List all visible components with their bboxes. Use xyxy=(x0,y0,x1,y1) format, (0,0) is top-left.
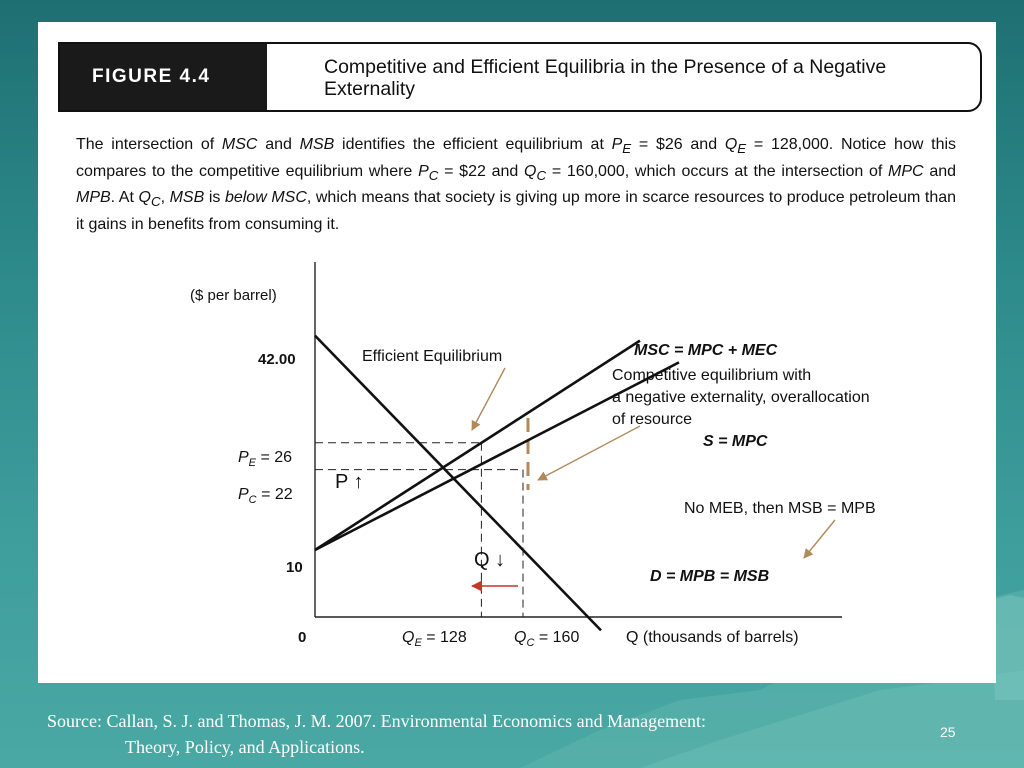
y-tick-pc: $P_C = 22$ xyxy=(238,486,293,506)
series-msc-line xyxy=(315,341,640,550)
slide-number: 25 xyxy=(940,724,956,740)
annotation-p-up: P ↑ xyxy=(335,471,364,493)
source-line-2: Theory, Policy, and Applications. xyxy=(125,737,365,757)
figure-title: Competitive and Efficient Equilibria in the Presence of a Negative Externality xyxy=(324,56,887,100)
annotation-efficient: Efficient Equilibrium xyxy=(362,348,503,365)
series-d-label: D = MPB = MSB xyxy=(650,568,770,585)
x-tick-0: 0 xyxy=(298,629,307,646)
arrow-efficient xyxy=(472,368,505,430)
annotation-competitive-2: a negative externality, overallocation xyxy=(612,389,870,406)
annotation-competitive-1: Competitive equilibrium with xyxy=(612,367,812,384)
annotation-competitive-3: of resource xyxy=(612,411,693,428)
x-tick-qe: $Q_E = 128$ xyxy=(402,629,467,649)
series-s-label: S = MPC xyxy=(703,433,768,450)
annotation-no-meb: No MEB, then MSB = MPB xyxy=(684,500,876,517)
arrow-competitive xyxy=(538,426,640,480)
y-tick-42: 42.00 xyxy=(258,351,296,368)
y-tick-10: 10 xyxy=(286,559,303,576)
series-msc-label: MSC = MPC + MEC xyxy=(634,342,778,359)
figure-label: FIGURE 4.4 xyxy=(60,44,267,110)
source-citation xyxy=(47,708,927,760)
annotation-q-down: Q ↓ xyxy=(474,549,506,571)
source-line-1: Source: Callan, S. J. and Thomas, J. M. 2007. Environmental Economics and Management: xyxy=(47,711,707,731)
y-axis-label: ($ per barrel) xyxy=(190,287,277,304)
x-axis-label: Q (thousands of barrels) xyxy=(626,629,799,646)
arrow-no-meb xyxy=(804,520,835,558)
figure-caption: The intersection of MSC and MSB identifies the efficient equilibrium at $P_E$ = $26 and $Q_E = 128,000$. Notice how this compares to the competitive equilibrium where $P_C$ = $22 and $Q_C = 160,000$, which occurs at the intersection of MPC and MPB. At $Q_C$, MSB is below MSC, which means that society is giving up more in scarce resources to produce petroleum than it gains in benefits from consuming it. xyxy=(76,136,957,234)
x-tick-qc: $Q_C = 160$ xyxy=(514,629,580,649)
y-tick-pe: $P_E = 26$ xyxy=(238,449,293,469)
